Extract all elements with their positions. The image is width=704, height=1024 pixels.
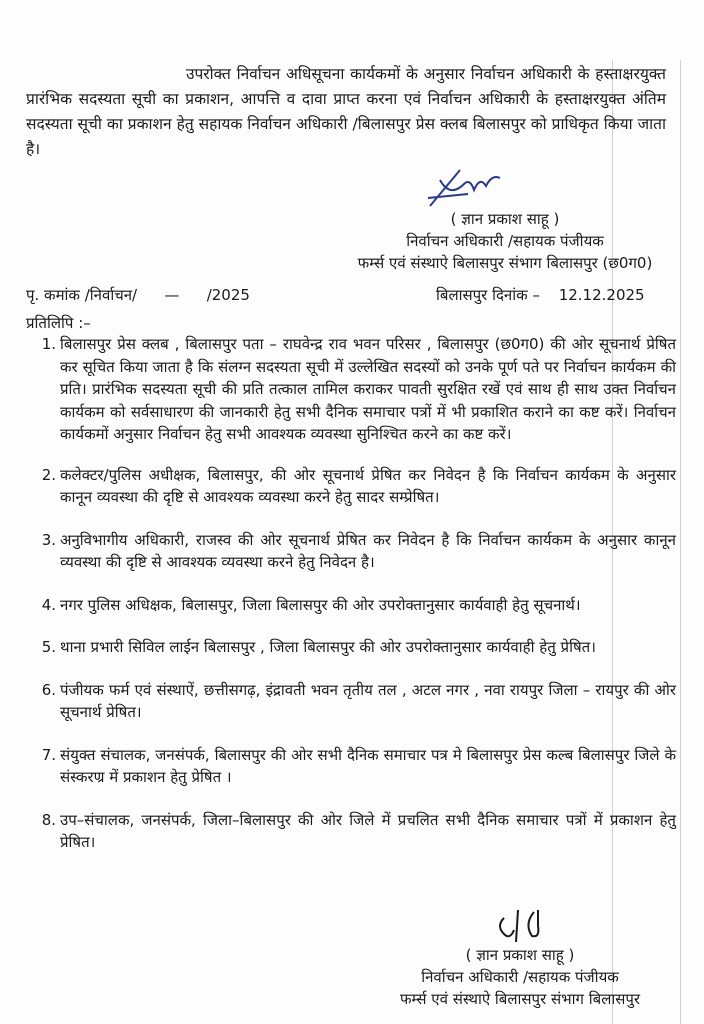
signature-mark <box>350 908 690 944</box>
signatory-office: फर्म्स एवं संस्थाऐ बिलासपुर संभाग बिलासपुर (छ0ग0) <box>357 254 653 272</box>
list-item: 8. उप–संचालक, जनसंपर्क, जिला–बिलासपुर की ओर जिले में प्रचलित सभी दैनिक समाचार पत्रों में प्रकाशन हेतु प्रेषित। <box>41 810 676 851</box>
signature-mark <box>310 168 700 208</box>
list-item: 7. संयुक्त संचालक, जनसंपर्क, बिलासपुर की ओर सभी दैनिक समाचार पत्र मे बिलासपुर प्रेस कल्ब बिलासपुर जिले के संस्करण्र में प्रकाशन हेतु प्रेषित । <box>41 745 676 786</box>
signatory-office: फर्म्स एवं संस्थाऐ बिलासपुर संभाग बिलासपुर <box>399 990 641 1008</box>
signatory-designation: निर्वाचन अधिकारी /सहायक पंजीयक <box>406 232 604 250</box>
list-item: 4. नगर पुलिस अधिक्षक, बिलासपुर, जिला बिलासपुर की ओर उपरोक्तानुसार कार्यवाही हेतु सूचनार्थ। <box>41 595 581 614</box>
signatory-name: ( ज्ञान प्रकाश साहू ) <box>465 946 575 964</box>
signature-block-top <box>310 168 700 274</box>
list-item: 2. कलेक्टर/पुलिस अधीक्षक, बिलासपुर, की ओर सूचनार्थ प्रेषित कर निवेदन है कि निर्वाचन कार्यकम के अनुसार कानून व्यवस्था की दृष्टि से आवश्यक व्यवस्था करने हेतु सादर सम्प्रेषित। <box>41 465 676 506</box>
signature-block-bottom <box>350 908 690 1010</box>
signatory-name: ( ज्ञान प्रकाश साहू ) <box>450 210 560 228</box>
list-item: 6. पंजीयक फर्म एवं संस्थाऐं, छत्तीसगढ़, इंद्रावती भवन तृतीय तल , अटल नगर , नवा रायपुर जिला – रायपुर की ओर सूचनार्थ प्रेषित। <box>41 680 676 721</box>
intro-paragraph: उपरोक्त निर्वाचन अधिसूचना कार्यकमों के अनुसार निर्वाचन अधिकारी के हस्ताक्षरयुक्त प्रारंभिक सदस्यता सूची का प्रकाशन, आपत्ति व दावा प्राप्त करना एवं निर्वाचन अधिकारी के हस्ताक्षरयुक्त अंतिम सदस्यता सूची का प्रकाशन हेतु सहायक निर्वाचन अधिकारी /बिलासपुर प्रेस क्लब बिलासपुर को प्राधिकृत किया जाता है। <box>26 65 666 158</box>
signatory-designation: निर्वाचन अधिकारी /सहायक पंजीयक <box>421 968 619 986</box>
reference-number: पृ. कमांक /निर्वाचन/ — /2025 <box>26 286 250 304</box>
place-date: बिलासपुर दिनांक – 12.12.2025 <box>436 286 645 304</box>
list-item: 5. थाना प्रभारी सिविल लाईन बिलासपुर , जिला बिलासपुर की ओर उपरोक्तानुसार कार्यवाही हेतु प्रेषित। <box>41 638 596 656</box>
list-item: 1. बिलासपुर प्रेस क्लब , बिलासपुर पता – राघवेन्द्र राव भवन परिसर , बिलासपुर (छ0ग0) की ओर सूचनार्थ प्रेषित कर सूचित किया जाता है कि संलग्न सदस्यता सूची में उल्लेखित सदस्यों को उनके पूर्ण पते पर निर्वाचन कार्यकम की प्रति। प्रारंभिक सदस्यता सूची की प्रति तत्काल तामिल कराकर पावती सुरक्षित रखें एवं साथ ही साथ उक्त निर्वाचन कार्यकम को सर्वसाधारण की जानकारी हेतु सभी दैनिक समाचार पत्रों में भी प्रकाशित कराने का कष्ट करें। निर्वाचन कार्यकमों अनुसार निर्वाचन हेतु सभी आवश्यक व्यवस्था सुनिश्चित करने का कष्ट करें। <box>41 335 676 443</box>
copy-list <box>26 333 676 854</box>
copy-label: प्रतिलिपि :– <box>26 314 91 332</box>
list-item: 3. अनुविभागीय अधिकारी, राजस्व की ओर सूचनार्थ प्रेषित कर निवेदन है कि निर्वाचन कार्यकम के अनुसार कानून व्यवस्था की दृष्टि से आवश्यक व्यवस्था करने हेतु निवेदन है। <box>41 530 676 571</box>
